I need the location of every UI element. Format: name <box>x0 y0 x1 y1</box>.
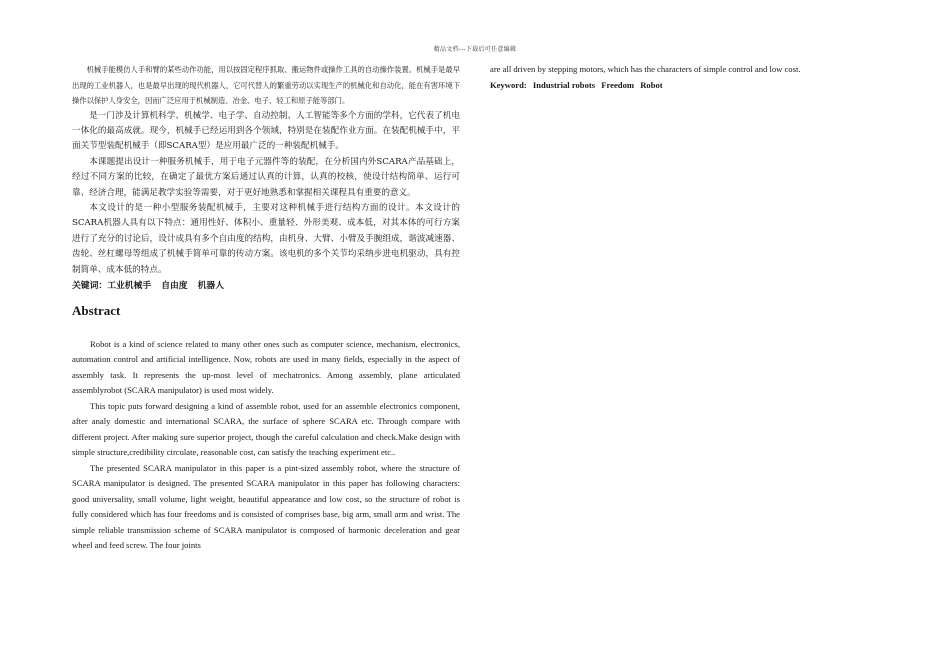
chinese-keyword: 机器人 <box>197 280 225 291</box>
chinese-paragraph: 本课题提出设计一种服务机械手，用于电子元器件等的装配，在分析国内外SCARA产品基础上，经过不同方案的比较，在确定了最优方案后通过认真的计算，认真的校核，使设计结构简单、运行可靠、经济合理，能满足教学实验等需要，对于更好地熟悉和掌握相关课程具有重要的意义。 <box>72 156 460 198</box>
chinese-paragraph: 是一门涉及计算机科学、机械学、电子学、自动控制、人工智能等多个方面的学科，它代表了机电一体化的最高成就。现今，机械手已经运用到各个领域，特别是在装配作业方面。在装配机械手中，平面关节型装配机械手（即SCARA型）是应用最广泛的一种装配机械手。 <box>72 110 460 152</box>
english-abstract-continued <box>490 62 850 78</box>
english-keyword: Robot <box>640 79 663 90</box>
english-abstract <box>72 337 460 554</box>
chinese-keyword: 自由度 <box>161 280 188 291</box>
chinese-intro-paragraph: 机械手能模仿人手和臂的某些动作功能，用以按固定程序抓取、搬运物件或操作工具的自动操作装置。机械手是最早出现的工业机器人，也是最早出现的现代机器人，它可代替人的繁重劳动以实现生产的机械化和自动化，能在有害环境下操作以保护人身安全，因而广泛应用于机械制造、冶金、电子、轻工和原子能等部门。 <box>72 65 460 105</box>
chinese-keywords <box>72 279 460 294</box>
english-continued-text: are all driven by stepping motors, which has the characters of simple control and low cost. <box>490 64 801 74</box>
left-column <box>72 62 460 554</box>
chinese-abstract <box>72 109 460 278</box>
chinese-paragraph: 本文设计的是一种小型服务装配机械手，主要对这种机械手进行结构方面的设计。本文设计的SCARA机器人具有以下特点：通用性好、体积小、重量轻、外形美观、成本低，对其本体的可行方案进行了充分的讨论后，设计成具有多个自由度的结构，由机身、大臂、小臂及手腕组成，谐波减速器、齿轮、丝杠螺母等组成了机械手简单可靠的传动方案。该电机的多个关节均采纳步进电机驱动，具有控制简单、成本低的特点。 <box>72 202 460 275</box>
english-paragraph: This topic puts forward designing a kind of assemble robot, used for an assemble electronics component, after analy domestic and international SCARA, the surface of sphere SCARA etc. Through compare with different project. After making sure superior project, though the careful calculation and check.Make design with simple structure,credibility circulate, reasonable cost, can satisfy the teaching experiment etc.. <box>72 400 460 458</box>
right-column <box>490 62 850 92</box>
chinese-keyword: 工业机械手 <box>107 280 152 291</box>
abstract-heading: Abstract <box>72 302 121 318</box>
page-header: 精品文档---下载后可任意编辑 <box>433 46 517 53</box>
chinese-intro <box>72 62 460 109</box>
english-keywords <box>490 78 850 92</box>
english-keywords-label: Keyword: <box>490 79 527 90</box>
english-keyword: Freedom <box>601 79 635 90</box>
english-paragraph: The presented SCARA manipulator in this paper is a pint-sized assembly robot, where the structure of SCARA manipulator is designed. The presented SCARA manipulator in this paper has following characters: good universality, small volume, light weight, beautiful appearance and low cost, so the structure of robot is fully considered which has four freedoms and is consisted of comprises base, big arm, small arm and wrist. The simple reliable transmission scheme of SCARA manipulator is composed of harmonic deceleration and gear wheel and feed screw. The four joints <box>72 462 460 551</box>
chinese-keywords-label: 关键词： <box>72 280 108 291</box>
english-keyword: Industrial robots <box>532 79 596 90</box>
english-paragraph: Robot is a kind of science related to many other ones such as computer science, mechanism, electronics, automation control and artificial intelligence. Now, robots are used in many fields, especially in the aspect of assembly task. It represents the up-most level of mechatronics. Among assembly, plane articulated assemblyrobot (SCARA manipulator) is used most widely. <box>72 338 460 396</box>
